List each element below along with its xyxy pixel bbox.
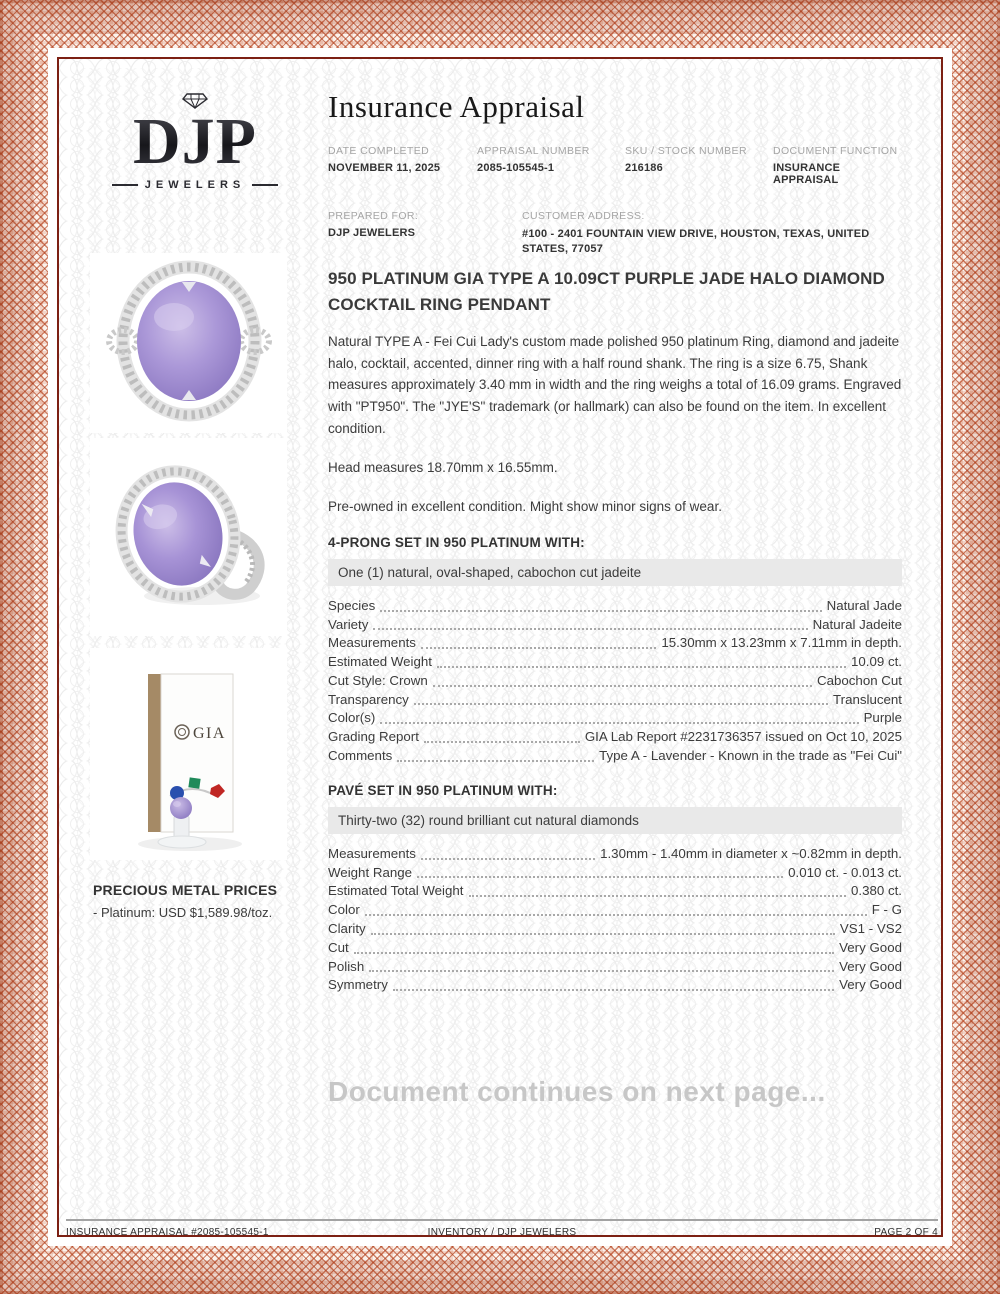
meta-value: INSURANCE APPRAISAL — [773, 162, 841, 186]
spec-label: Weight Range — [328, 864, 413, 880]
dot-leader — [469, 895, 846, 897]
preowned-note: Pre-owned in excellent condition. Might show minor signs of wear. — [328, 498, 722, 514]
diamond-summary-box: Thirty-two (32) round brilliant cut natural diamonds — [328, 807, 902, 834]
meta-fields-row — [328, 145, 902, 186]
spec-value: 1.30mm - 1.40mm in diameter x ~0.82mm in depth. — [600, 845, 902, 861]
spec-label: Color(s) — [328, 710, 376, 726]
spec-row — [328, 845, 902, 864]
spec-value: 0.380 ct. — [850, 883, 902, 899]
spec-value: Very Good — [839, 939, 902, 955]
content-area — [59, 59, 941, 1238]
diamond-spec-table — [328, 845, 902, 995]
meta-value: #100 - 2401 FOUNTAIN VIEW DRIVE, HOUSTON, TEXAS, UNITED STATES, 77057 — [522, 228, 870, 255]
spec-label: Color — [328, 902, 360, 918]
spec-value: GIA Lab Report #2231736357 issued on Oct 10, 2025 — [584, 729, 902, 745]
dot-leader — [414, 703, 828, 705]
meta-value: DJP JEWELERS — [328, 227, 416, 239]
spec-label: Estimated Weight — [328, 654, 432, 670]
dot-leader — [369, 970, 834, 972]
spec-value: Very Good — [839, 958, 902, 974]
meta-label: SKU / STOCK NUMBER — [625, 145, 747, 157]
meta-customer-address — [522, 210, 902, 257]
spec-row — [328, 976, 902, 995]
dot-leader — [393, 989, 834, 991]
spec-label: Species — [328, 597, 376, 613]
gia-logo-text: GIA — [193, 725, 226, 742]
spec-label: Cut — [328, 939, 349, 955]
spec-row — [328, 882, 902, 901]
spec-value: Cabochon Cut — [816, 672, 902, 688]
section-heading-pave: PAVÉ SET IN 950 PLATINUM WITH: — [328, 782, 558, 798]
dot-leader — [433, 685, 812, 687]
page-footer — [66, 1219, 938, 1238]
spec-label: Comments — [328, 748, 393, 764]
spec-value: F - G — [871, 902, 902, 918]
spec-row — [328, 616, 902, 635]
dot-leader — [373, 628, 807, 630]
spec-label: Polish — [328, 958, 365, 974]
head-measures: Head measures 18.70mm x 16.55mm. — [328, 459, 558, 475]
document-title: Insurance Appraisal — [328, 89, 585, 124]
dot-leader — [421, 858, 595, 860]
spec-row — [328, 691, 902, 710]
meta-prepared-row — [328, 210, 902, 257]
spec-label: Cut Style: Crown — [328, 672, 428, 688]
meta-label: APPRAISAL NUMBER — [477, 145, 590, 157]
spec-row — [328, 634, 902, 653]
spec-label: Measurements — [328, 635, 416, 651]
dot-leader — [380, 722, 858, 724]
section-heading-prong: 4-PRONG SET IN 950 PLATINUM WITH: — [328, 534, 585, 550]
spec-label: Estimated Total Weight — [328, 883, 464, 899]
spec-row — [328, 747, 902, 766]
spec-row — [328, 958, 902, 977]
spec-row — [328, 709, 902, 728]
continues-watermark: Document continues on next page... — [328, 1076, 826, 1107]
djp-logo — [100, 93, 290, 191]
meta-appraisal-number — [477, 145, 625, 186]
stone-summary-box: One (1) natural, oval-shaped, cabochon cut jadeite — [328, 559, 902, 586]
product-photo-gia-certificate — [90, 648, 287, 860]
spec-label: Variety — [328, 616, 369, 632]
spec-value: VS1 - VS2 — [839, 921, 902, 937]
spec-label: Symmetry — [328, 977, 388, 993]
meta-date-completed — [328, 145, 477, 186]
spec-label: Grading Report — [328, 729, 419, 745]
meta-document-function — [773, 145, 902, 186]
spec-row — [328, 901, 902, 920]
dot-leader — [417, 876, 783, 878]
meta-label: PREPARED FOR: — [328, 210, 419, 222]
meta-label: DOCUMENT FUNCTION — [773, 145, 898, 157]
precious-metal-prices — [93, 882, 308, 920]
item-details — [328, 266, 902, 995]
spec-row — [328, 864, 902, 883]
spec-value: Natural Jade — [826, 597, 902, 613]
spec-value: 15.30mm x 13.23mm x 7.11mm in depth. — [661, 635, 902, 651]
meta-sku — [625, 145, 773, 186]
dot-leader — [371, 933, 835, 935]
meta-value: 2085-105545-1 — [477, 162, 555, 174]
dot-leader — [365, 914, 867, 916]
spec-value: 10.09 ct. — [850, 654, 902, 670]
logo-brand-text: DJP — [100, 109, 290, 175]
spec-label: Transparency — [328, 691, 409, 707]
item-description: Natural TYPE A - Fei Cui Lady's custom made polished 950 platinum Ring, diamond and jadeite halo, cocktail, accented, dinner ring with a half round shank. The ring is a size 6.75, Shank measures approximately 3.40 mm in width and the ring weighs a total of 16.09 grams. Engraved with "PT950". The "JYE'S" trademark (or hallmark) can also be found on the item. In excellent condition. — [328, 333, 902, 437]
product-photo-ring-side — [90, 438, 287, 636]
footer-center: INVENTORY / DJP JEWELERS — [427, 1227, 577, 1238]
spec-value: Natural Jadeite — [812, 616, 902, 632]
spec-label: Measurements — [328, 845, 416, 861]
meta-label: DATE COMPLETED — [328, 145, 430, 157]
spec-value: 0.010 ct. - 0.013 ct. — [788, 864, 902, 880]
product-photo-ring-top — [90, 253, 287, 433]
meta-prepared-for — [328, 210, 522, 257]
footer-right: PAGE 2 OF 4 — [874, 1227, 938, 1238]
logo-sub-text: JEWELERS — [144, 179, 246, 191]
meta-label: CUSTOMER ADDRESS: — [522, 210, 645, 222]
spec-value: Translucent — [833, 691, 902, 707]
meta-value: 216186 — [625, 162, 663, 174]
dot-leader — [424, 741, 580, 743]
spec-label: Clarity — [328, 921, 366, 937]
dot-leader — [354, 952, 834, 954]
spec-row — [328, 939, 902, 958]
logo-dash-right — [252, 184, 278, 186]
dot-leader — [397, 760, 594, 762]
meta-value: NOVEMBER 11, 2025 — [328, 162, 441, 174]
spec-row — [328, 597, 902, 616]
item-title: 950 PLATINUM GIA TYPE A 10.09CT PURPLE JADE HALO DIAMOND COCKTAIL RING PENDANT — [328, 269, 885, 315]
document-header — [328, 89, 902, 257]
metal-prices-heading: PRECIOUS METAL PRICES — [93, 882, 278, 898]
spec-row — [328, 920, 902, 939]
spec-value: Very Good — [839, 977, 902, 993]
spec-row — [328, 672, 902, 691]
jade-spec-table — [328, 597, 902, 766]
dot-leader — [421, 647, 656, 649]
spec-value: Type A - Lavender - Known in the trade as "Fei Cui" — [599, 748, 902, 764]
dot-leader — [380, 610, 821, 612]
dot-leader — [437, 666, 846, 668]
platinum-price-line: - Platinum: USD $1,589.98/toz. — [93, 905, 273, 920]
spec-row — [328, 728, 902, 747]
logo-dash-left — [112, 184, 138, 186]
spec-value: Purple — [863, 710, 902, 726]
spec-row — [328, 653, 902, 672]
footer-left: INSURANCE APPRAISAL #2085-105545-1 — [66, 1227, 269, 1238]
